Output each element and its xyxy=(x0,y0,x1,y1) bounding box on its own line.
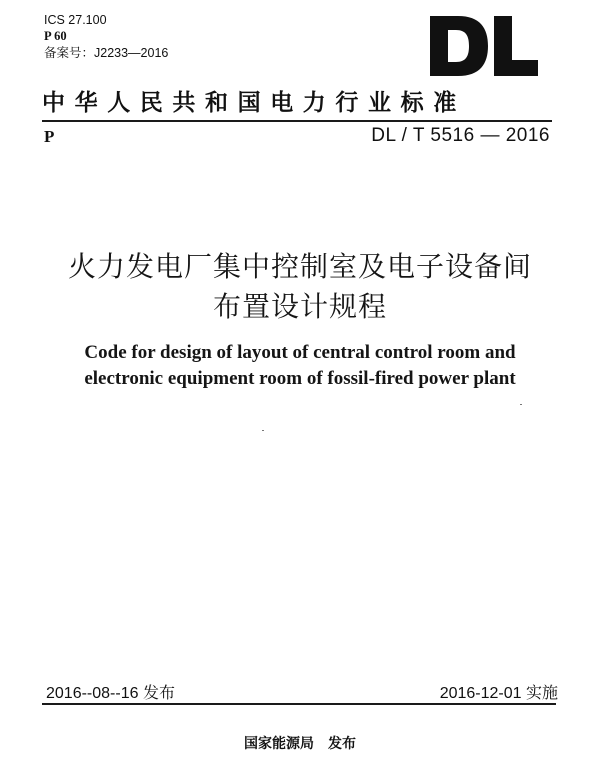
p-code: P 60 xyxy=(44,29,67,43)
publisher-action: 发布 xyxy=(328,736,356,752)
publisher-line xyxy=(0,733,600,753)
english-title-line-1: Code for design of layout of central control room and xyxy=(84,342,516,363)
dl-logo xyxy=(428,14,540,78)
logo-letter-d xyxy=(430,16,488,76)
issue-date: 2016--08--16 发布 xyxy=(46,685,175,702)
implementation-date: 2016-12-01 实施 xyxy=(439,685,558,702)
scan-speck xyxy=(520,404,522,405)
ics-code: ICS 27.100 xyxy=(44,13,107,27)
footer-rule xyxy=(42,703,556,705)
logo-letter-l xyxy=(494,16,538,76)
standard-number: DL / T 5516 — 2016 xyxy=(371,125,550,146)
chinese-title-line-2: 布置设计规程 xyxy=(212,290,387,323)
publisher-name: 国家能源局 xyxy=(244,736,314,752)
scan-speck xyxy=(262,430,264,431)
national-standard-title: 中华人民共和国电力行业标准 xyxy=(42,90,466,116)
filing-number: 备案号：J2233—2016 xyxy=(44,46,169,60)
chinese-title-line-1: 火力发电厂集中控制室及电子设备间 xyxy=(67,250,532,283)
header-rule xyxy=(42,120,552,122)
category-code: P xyxy=(44,127,55,146)
english-title-line-2: electronic equipment room of fossil-fired power plant xyxy=(84,368,516,389)
